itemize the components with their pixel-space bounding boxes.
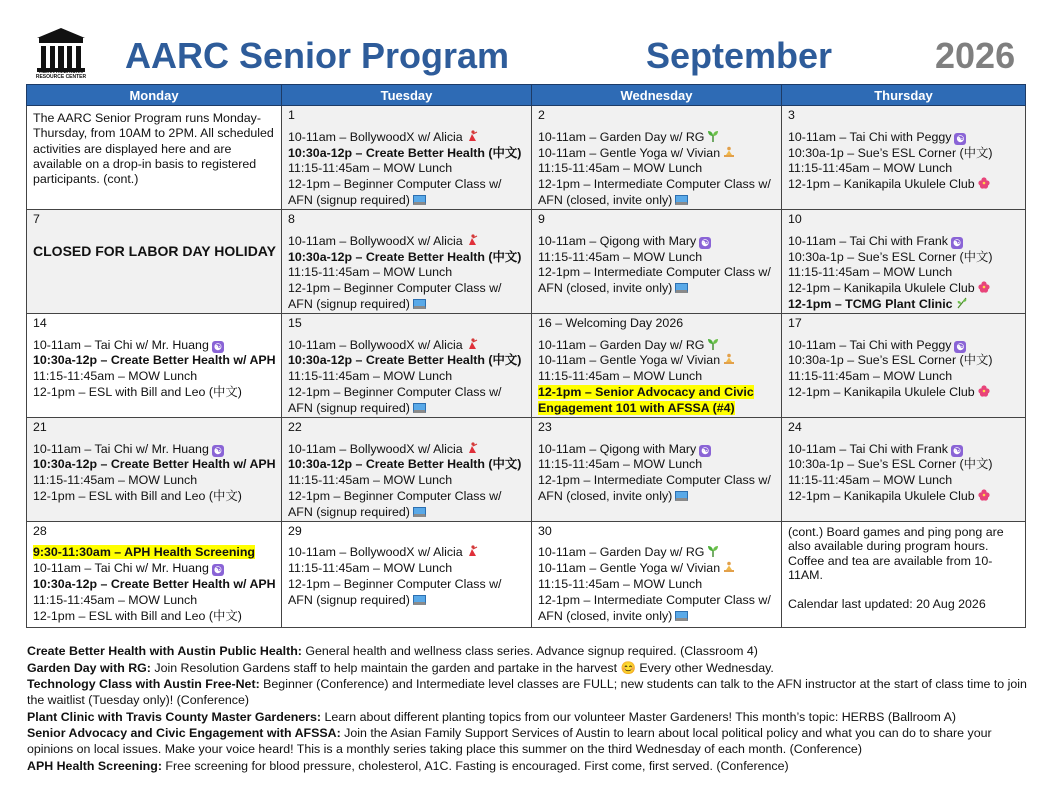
- laptop-icon: [413, 195, 426, 205]
- week-row: [27, 313, 1026, 417]
- event-line: 12-1pm – Kanikapila Ukulele Club: [788, 489, 1020, 505]
- day-cell-1: [282, 106, 532, 210]
- program-legend: [27, 643, 1027, 774]
- lotus-position-icon: [723, 146, 735, 158]
- dancer-icon: [466, 545, 478, 557]
- laptop-icon: [413, 507, 426, 517]
- yin-yang-icon: ☯: [952, 237, 962, 248]
- event-line: 12-1pm – Kanikapila Ukulele Club: [788, 281, 1020, 297]
- event-line: 10-11am – BollywoodX w/ Alicia: [288, 442, 526, 458]
- day-cell-8: [282, 210, 532, 314]
- header-wednesday: Wednesday: [532, 85, 782, 106]
- intro-text: The AARC Senior Program runs Monday-Thursday, from 10AM to 2PM. All scheduled activities are displayed here and are available on a drop-in basis to registered participants. (cont.): [33, 111, 274, 187]
- event-line: 10-11am – Gentle Yoga w/ Vivian: [538, 561, 776, 577]
- event-line: 10-11am – Qigong with Mary ☯: [538, 441, 710, 456]
- event-line: 11:15-11:45am – MOW Lunch: [288, 473, 453, 488]
- last-updated: Calendar last updated: 20 Aug 2026: [788, 596, 986, 611]
- event-line: 10-11am – BollywoodX w/ Alicia: [288, 130, 526, 146]
- yin-yang-icon: ☯: [213, 565, 222, 576]
- day-number: 28: [33, 523, 47, 538]
- event-line: 11:15-11:45am – MOW Lunch: [538, 576, 703, 591]
- legend-item: Technology Class with Austin Free-Net: Beginner (Conference) and Intermediate level classes are FULL; new students can talk to the AFN instructor at the start of class time to join the waitlist (Tuesday only)! (Conference): [27, 677, 1027, 707]
- event-line: 12-1pm – Intermediate Computer Class w/ AFN (closed, invite only): [538, 265, 771, 296]
- event-line: 10-11am – BollywoodX w/ Alicia: [288, 234, 526, 250]
- event-line: 11:15-11:45am – MOW Lunch: [33, 473, 198, 488]
- event-line: 11:15-11:45am – MOW Lunch: [288, 265, 453, 280]
- day-cell-10: [782, 210, 1026, 314]
- event-line: 11:15-11:45am – MOW Lunch: [788, 369, 953, 384]
- day-cell-15: [282, 313, 532, 417]
- dancer-icon: [466, 234, 478, 246]
- event-line: 11:15-11:45am – MOW Lunch: [33, 592, 198, 607]
- event-line: 12-1pm – Beginner Computer Class w/ AFN (signup required): [288, 177, 502, 207]
- intro-cell: [27, 106, 282, 210]
- event-line: 10-11am – Garden Day w/ RG: [538, 545, 776, 561]
- yin-yang-icon: ☯: [213, 341, 222, 352]
- event-line: 10-11am – Tai Chi with Peggy ☯: [788, 129, 965, 144]
- day-number: 8: [288, 212, 295, 226]
- event-line: 10-11am – Garden Day w/ RG: [538, 338, 776, 354]
- event-line: 12-1pm – Kanikapila Ukulele Club: [788, 385, 1020, 401]
- year-title: 2026: [935, 35, 1016, 76]
- event-line: 11:15-11:45am – MOW Lunch: [788, 161, 953, 176]
- event-line: 10-11am – Tai Chi with Peggy ☯: [788, 337, 965, 352]
- event-line: 11:15-11:45am – MOW Lunch: [288, 369, 453, 384]
- day-number: 30: [538, 523, 552, 538]
- day-cell-30: [532, 521, 782, 627]
- day-number: 3: [788, 108, 795, 122]
- event-line: 10-11am – Qigong with Mary ☯: [538, 233, 710, 248]
- day-cell-14: [27, 313, 282, 417]
- legend-item: APH Health Screening: Free screening for blood pressure, cholesterol, A1C. Fasting is encouraged. First come, first served. (Conference): [27, 758, 789, 773]
- day-number: 9: [538, 212, 545, 226]
- laptop-icon: [413, 299, 426, 309]
- lotus-position-icon: [723, 353, 735, 365]
- event-line: 10:30a-1p – Sue’s ESL Corner (中文): [788, 457, 993, 472]
- event-line: 12-1pm – ESL with Bill and Leo (中文): [33, 608, 242, 623]
- laptop-icon: [675, 611, 688, 621]
- day-cell-24: [782, 417, 1026, 521]
- seedling-icon: [707, 545, 719, 557]
- laptop-icon: [413, 595, 426, 605]
- event-line: 11:15-11:45am – MOW Lunch: [288, 561, 453, 576]
- header-thursday: Thursday: [782, 85, 1026, 106]
- event-line: 11:15-11:45am – MOW Lunch: [788, 473, 953, 488]
- day-cell-2: [532, 106, 782, 210]
- day-cell-17: [782, 313, 1026, 417]
- continued-text: (cont.) Board games and ping pong are also available during program hours. Coffee and tea are available from 10-11AM.: [788, 524, 1004, 583]
- dancer-icon: [466, 130, 478, 142]
- yin-yang-icon: ☯: [952, 445, 962, 456]
- day-number: 14: [33, 315, 47, 330]
- event-line: 10:30a-12p – Create Better Health w/ APH: [33, 353, 276, 368]
- header-monday: Monday: [27, 85, 282, 106]
- lotus-position-icon: [723, 561, 735, 573]
- event-line: 10-11am – Tai Chi w/ Mr. Huang ☯: [33, 561, 222, 576]
- laptop-icon: [675, 283, 688, 293]
- event-line: 10-11am – BollywoodX w/ Alicia: [288, 338, 526, 354]
- hibiscus-icon: [978, 385, 990, 397]
- event-line: 12-1pm – Intermediate Computer Class w/ AFN (closed, invite only): [538, 473, 771, 503]
- day-cell-7: [27, 210, 282, 314]
- day-number: 21: [33, 419, 47, 434]
- event-line: 10:30a-12p – Create Better Health (中文): [288, 145, 522, 160]
- yin-yang-icon: ☯: [701, 445, 710, 456]
- event-line: 10-11am – BollywoodX w/ Alicia: [288, 545, 526, 561]
- yin-yang-icon: ☯: [213, 445, 222, 456]
- event-line: 11:15-11:45am – MOW Lunch: [538, 161, 703, 176]
- event-line: 10-11am – Gentle Yoga w/ Vivian: [538, 353, 776, 369]
- day-number: 24: [788, 419, 802, 434]
- herb-icon: [956, 297, 968, 309]
- week-row: [27, 210, 1026, 314]
- day-cell-16: [532, 313, 782, 417]
- day-number: 16 – Welcoming Day 2026: [538, 315, 684, 330]
- event-line-highlighted: 12-1pm – Senior Advocacy and Civic Engagement 101 with AFSSA (#4): [538, 384, 754, 415]
- week-row: [27, 417, 1026, 521]
- event-line: 10:30a-1p – Sue’s ESL Corner (中文): [788, 353, 993, 368]
- day-number: 7: [33, 212, 40, 226]
- event-line: 10:30a-12p – Create Better Health (中文): [288, 457, 522, 472]
- day-number: 2: [538, 108, 545, 122]
- day-number: 17: [788, 315, 802, 330]
- legend-item: Plant Clinic with Travis County Master Gardeners: Learn about different planting topics from our volunteer Master Gardeners! This month’s topic: HERBS (Ballroom A): [27, 709, 956, 724]
- event-line: 12-1pm – Beginner Computer Class w/ AFN (signup required): [288, 488, 502, 519]
- month-title: September: [646, 35, 833, 76]
- event-line-highlighted: 9:30-11:30am – APH Health Screening: [33, 545, 255, 560]
- event-line: 12-1pm – Beginner Computer Class w/ AFN (signup required): [288, 281, 502, 311]
- event-line: 12-1pm – ESL with Bill and Leo (中文): [33, 384, 242, 399]
- event-line: 10:30a-1p – Sue’s ESL Corner (中文): [788, 145, 993, 160]
- event-line: 10:30a-12p – Create Better Health w/ APH: [33, 457, 276, 472]
- laptop-icon: [675, 491, 688, 501]
- weekday-header-row: [27, 85, 1026, 106]
- week-row: [27, 106, 1026, 210]
- event-line: 10:30a-1p – Sue’s ESL Corner (中文): [788, 249, 993, 264]
- event-line: 11:15-11:45am – MOW Lunch: [538, 457, 703, 472]
- event-line: 10-11am – Tai Chi with Frank ☯: [788, 233, 962, 248]
- seedling-icon: [707, 338, 719, 350]
- legend-item: Senior Advocacy and Civic Engagement with AFSSA: Join the Asian Family Support Services of Austin to learn about local political policy and what you can do to share your opinions on local issues. Make your voice heard! This is a monthly series taking place this summer on the third Wednesday of each month. (Conference): [27, 726, 992, 756]
- yin-yang-icon: ☯: [956, 341, 965, 352]
- event-line: 12-1pm – Beginner Computer Class w/ AFN (signup required): [288, 576, 502, 607]
- event-line: 10-11am – Tai Chi w/ Mr. Huang ☯: [33, 337, 222, 352]
- event-line: 11:15-11:45am – MOW Lunch: [788, 265, 953, 280]
- event-line: 10-11am – Tai Chi w/ Mr. Huang ☯: [33, 441, 222, 456]
- logo-caption: ASIAN AMERICAN RESOURCE CENTER: [35, 69, 87, 80]
- hibiscus-icon: [978, 281, 990, 293]
- event-line: 10:30a-12p – Create Better Health (中文): [288, 353, 522, 368]
- event-line: 10-11am – Garden Day w/ RG: [538, 130, 776, 146]
- header-tuesday: Tuesday: [282, 85, 532, 106]
- event-line: 10:30a-12p – Create Better Health (中文): [288, 249, 522, 264]
- day-cell-21: [27, 417, 282, 521]
- event-line: 12-1pm – TCMG Plant Clinic: [788, 297, 1020, 313]
- hibiscus-icon: [978, 177, 990, 189]
- day-number: 23: [538, 419, 552, 434]
- event-line: 12-1pm – Beginner Computer Class w/ AFN (signup required): [288, 384, 502, 415]
- day-number: 29: [288, 523, 302, 538]
- calendar-grid: [26, 84, 1026, 628]
- yin-yang-icon: ☯: [701, 237, 710, 248]
- day-number: 1: [288, 108, 295, 122]
- dancer-icon: [466, 338, 478, 350]
- day-cell-23: [532, 417, 782, 521]
- event-line: 11:15-11:45am – MOW Lunch: [538, 249, 703, 264]
- hibiscus-icon: [978, 489, 990, 501]
- continued-notes-cell: [782, 521, 1026, 627]
- week-row: [27, 521, 1026, 627]
- yin-yang-icon: ☯: [956, 133, 965, 144]
- legend-item: Create Better Health with Austin Public Health: General health and wellness class series. Advance signup required. (Classroom 4): [27, 644, 758, 658]
- event-line: 10-11am – Tai Chi with Frank ☯: [788, 441, 962, 456]
- day-number: 15: [288, 315, 302, 330]
- program-title: AARC Senior Program: [125, 35, 510, 76]
- event-line: 10-11am – Gentle Yoga w/ Vivian: [538, 146, 776, 162]
- event-line: 12-1pm – ESL with Bill and Leo (中文): [33, 488, 242, 503]
- event-line: 11:15-11:45am – MOW Lunch: [33, 369, 198, 384]
- day-cell-9: [532, 210, 782, 314]
- event-line: 12-1pm – Kanikapila Ukulele Club: [788, 177, 1020, 193]
- event-line: 10:30a-12p – Create Better Health w/ APH: [33, 576, 276, 591]
- event-line: 11:15-11:45am – MOW Lunch: [538, 369, 703, 384]
- day-cell-3: [782, 106, 1026, 210]
- day-cell-28: [27, 521, 282, 627]
- day-number: 10: [788, 212, 802, 226]
- day-cell-29: [282, 521, 532, 627]
- closed-notice: CLOSED FOR LABOR DAY HOLIDAY: [33, 242, 276, 259]
- seedling-icon: [707, 130, 719, 142]
- laptop-icon: [675, 195, 688, 205]
- event-line: 12-1pm – Intermediate Computer Class w/ AFN (closed, invite only): [538, 177, 771, 207]
- event-line: 11:15-11:45am – MOW Lunch: [288, 161, 453, 176]
- event-line: 12-1pm – Intermediate Computer Class w/ AFN (closed, invite only): [538, 592, 771, 623]
- laptop-icon: [413, 403, 426, 413]
- dancer-icon: [466, 442, 478, 454]
- day-number: 22: [288, 419, 302, 434]
- legend-item: Garden Day with RG: Join Resolution Gardens staff to help maintain the garden and partake in the harvest 😊 Every other Wednesday.: [27, 660, 774, 675]
- day-cell-22: [282, 417, 532, 521]
